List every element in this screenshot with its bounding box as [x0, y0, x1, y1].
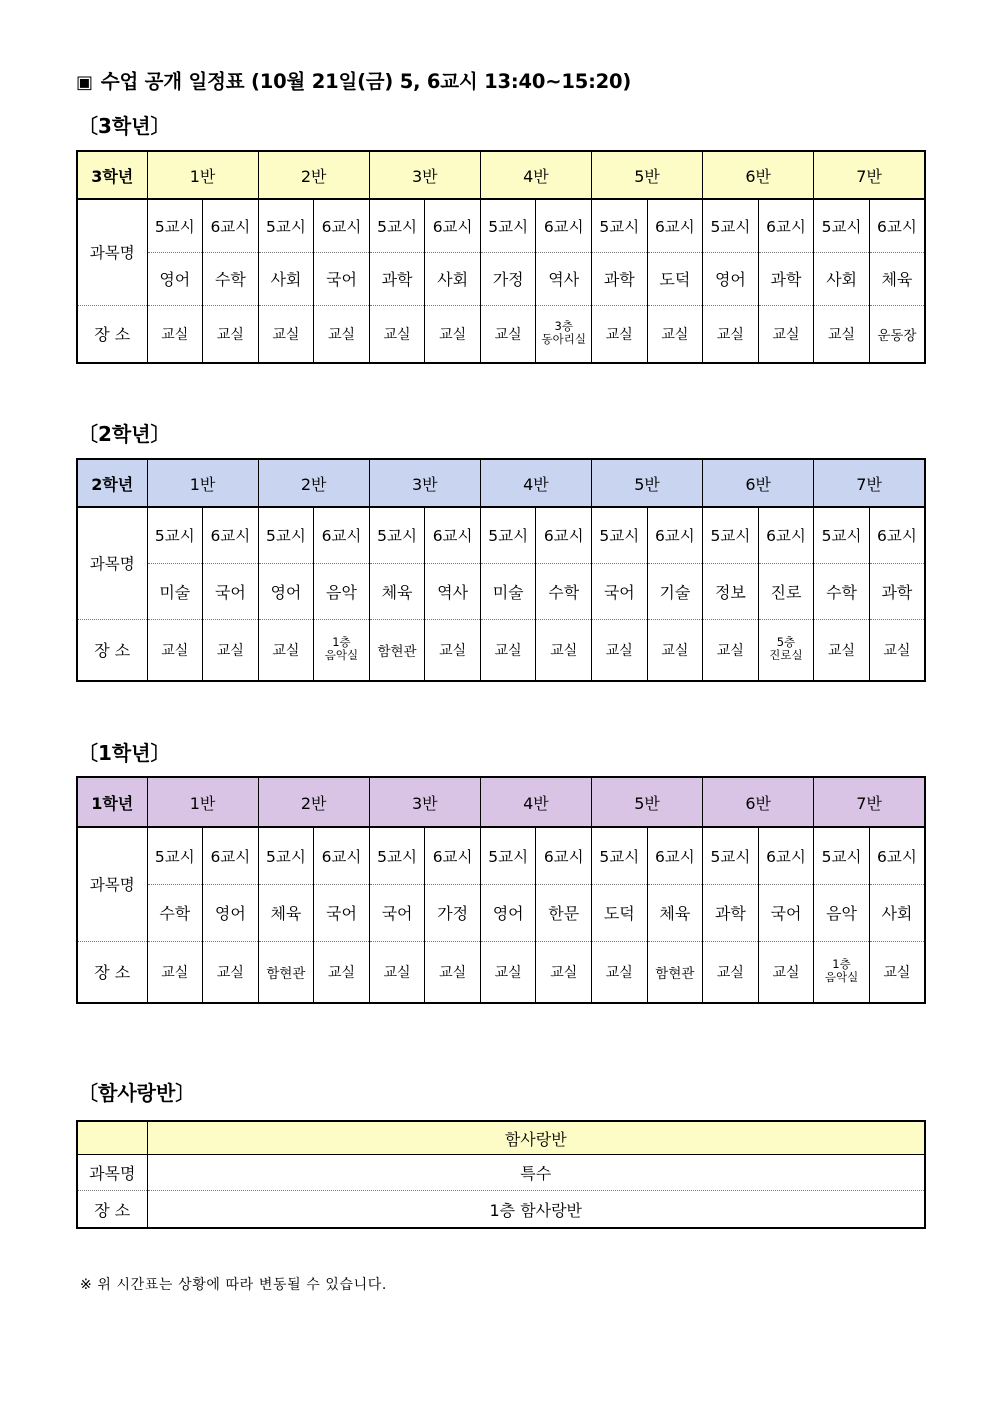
place-row-label: 장 소	[77, 305, 147, 363]
subject-cell: 영어	[480, 884, 536, 941]
period-cell: 6교시	[203, 827, 259, 884]
period-cell: 5교시	[369, 827, 425, 884]
grade-header-cell: 2학년	[77, 459, 147, 507]
place-cell: 교실	[703, 619, 759, 681]
subject-cell: 체육	[869, 252, 925, 305]
place-cell-two-line: 1층 음악실	[824, 957, 859, 985]
period-row	[77, 507, 925, 563]
place-cell: 교실	[814, 619, 870, 681]
place-cell-two-line: 3층 동아리실	[541, 319, 586, 347]
class-header-6: 6반	[703, 459, 814, 507]
place-row	[77, 941, 925, 1003]
subject-cell: 영어	[147, 252, 203, 305]
section-heading-grade1: 〔1학년〕	[78, 741, 171, 765]
period-cell: 6교시	[758, 199, 814, 252]
subject-cell: 사회	[425, 252, 481, 305]
grade-header-cell: 1학년	[77, 777, 147, 827]
place-cell: 교실	[425, 305, 481, 363]
subject-row-label: 과목명	[77, 827, 147, 941]
subject-cell: 사회	[258, 252, 314, 305]
subject-cell: 수학	[814, 563, 870, 619]
subject-row	[77, 884, 925, 941]
place-cell: 교실	[480, 619, 536, 681]
period-cell: 5교시	[147, 827, 203, 884]
class-header-row	[77, 777, 925, 827]
place-cell-two-line: 1층 음악실	[324, 635, 359, 663]
section-heading-grade2: 〔2학년〕	[78, 422, 171, 446]
period-cell: 5교시	[147, 199, 203, 252]
class-header-5: 5반	[592, 151, 703, 199]
period-cell: 5교시	[592, 827, 648, 884]
subject-cell: 국어	[369, 884, 425, 941]
subject-cell: 국어	[314, 884, 370, 941]
subject-cell: 체육	[647, 884, 703, 941]
period-cell: 5교시	[592, 507, 648, 563]
place-cell: 교실	[758, 941, 814, 1003]
place-cell: 교실	[536, 941, 592, 1003]
place-cell	[814, 941, 870, 1003]
place-cell: 교실	[869, 941, 925, 1003]
subject-cell: 사회	[814, 252, 870, 305]
place-cell: 교실	[147, 305, 203, 363]
period-cell: 5교시	[814, 507, 870, 563]
period-cell: 5교시	[480, 507, 536, 563]
subject-cell: 영어	[203, 884, 259, 941]
place-cell: 교실	[314, 941, 370, 1003]
place-cell: 교실	[814, 305, 870, 363]
period-cell: 5교시	[592, 199, 648, 252]
class-header-3: 3반	[369, 459, 480, 507]
subject-cell: 과학	[703, 884, 759, 941]
subject-cell: 한문	[536, 884, 592, 941]
place-cell: 교실	[703, 941, 759, 1003]
footnote: ※ 위 시간표는 상황에 따라 변동될 수 있습니다.	[80, 1277, 387, 1293]
period-cell: 6교시	[536, 199, 592, 252]
square-bullet-icon: ▣	[76, 72, 93, 93]
subject-row-label: 과목명	[77, 507, 147, 619]
place-cell: 교실	[647, 619, 703, 681]
subject-cell: 진로	[758, 563, 814, 619]
place-cell-two-line: 5층 진로실	[769, 635, 803, 663]
period-cell: 6교시	[314, 827, 370, 884]
period-cell: 5교시	[369, 199, 425, 252]
place-cell: 교실	[147, 619, 203, 681]
place-cell: 교실	[203, 941, 259, 1003]
subject-cell: 가정	[425, 884, 481, 941]
place-cell: 교실	[203, 305, 259, 363]
hamsarang-place-value: 1층 함사랑반	[147, 1191, 925, 1229]
hamsarang-place-label: 장 소	[77, 1191, 147, 1229]
subject-cell: 사회	[869, 884, 925, 941]
subject-row	[77, 563, 925, 619]
period-cell: 6교시	[647, 507, 703, 563]
period-cell: 5교시	[703, 827, 759, 884]
class-header-6: 6반	[703, 151, 814, 199]
place-cell: 운동장	[869, 305, 925, 363]
subject-cell: 정보	[703, 563, 759, 619]
place-cell: 교실	[258, 305, 314, 363]
place-row	[77, 305, 925, 363]
class-header-4: 4반	[480, 777, 591, 827]
place-cell: 교실	[592, 305, 648, 363]
period-cell: 6교시	[314, 199, 370, 252]
class-header-7: 7반	[814, 459, 925, 507]
hamsarang-corner-cell	[77, 1121, 147, 1155]
hamsarang-subject-value: 특수	[147, 1155, 925, 1191]
class-header-1: 1반	[147, 777, 258, 827]
class-header-1: 1반	[147, 459, 258, 507]
class-header-1: 1반	[147, 151, 258, 199]
place-cell	[314, 619, 370, 681]
period-cell: 6교시	[647, 199, 703, 252]
period-cell: 6교시	[536, 507, 592, 563]
class-header-6: 6반	[703, 777, 814, 827]
period-cell: 6교시	[758, 827, 814, 884]
grade-header-cell: 3학년	[77, 151, 147, 199]
subject-cell: 수학	[203, 252, 259, 305]
class-header-5: 5반	[592, 459, 703, 507]
place-cell: 교실	[425, 941, 481, 1003]
subject-cell: 국어	[758, 884, 814, 941]
schedule-table-grade3	[76, 150, 926, 364]
period-cell: 6교시	[203, 507, 259, 563]
class-header-row	[77, 459, 925, 507]
place-row-label: 장 소	[77, 941, 147, 1003]
subject-cell: 과학	[758, 252, 814, 305]
subject-cell: 과학	[369, 252, 425, 305]
subject-cell: 역사	[425, 563, 481, 619]
subject-cell: 도덕	[592, 884, 648, 941]
subject-cell: 음악	[814, 884, 870, 941]
period-cell: 6교시	[425, 827, 481, 884]
place-cell: 교실	[536, 619, 592, 681]
hamsarang-header-cell: 함사랑반	[147, 1121, 925, 1155]
class-header-7: 7반	[814, 151, 925, 199]
period-cell: 6교시	[425, 199, 481, 252]
place-cell: 교실	[314, 305, 370, 363]
place-cell: 교실	[703, 305, 759, 363]
hamsarang-place-row	[77, 1191, 925, 1229]
place-cell: 교실	[480, 941, 536, 1003]
page-title-text: 수업 공개 일정표 (10월 21일(금) 5, 6교시 13:40~15:20)	[100, 70, 632, 93]
place-cell: 교실	[758, 305, 814, 363]
class-header-3: 3반	[369, 777, 480, 827]
place-cell: 교실	[147, 941, 203, 1003]
place-cell: 교실	[425, 619, 481, 681]
subject-cell: 영어	[258, 563, 314, 619]
schedule-table-hamsarang	[76, 1120, 926, 1229]
period-cell: 6교시	[203, 199, 259, 252]
class-header-2: 2반	[258, 777, 369, 827]
subject-cell: 가정	[480, 252, 536, 305]
subject-cell: 음악	[314, 563, 370, 619]
subject-cell: 미술	[147, 563, 203, 619]
subject-cell: 도덕	[647, 252, 703, 305]
place-cell: 함현관	[369, 619, 425, 681]
class-header-5: 5반	[592, 777, 703, 827]
hamsarang-subject-label: 과목명	[77, 1155, 147, 1191]
place-row-label: 장 소	[77, 619, 147, 681]
period-cell: 5교시	[369, 507, 425, 563]
period-cell: 5교시	[814, 827, 870, 884]
section-heading-grade3: 〔3학년〕	[78, 114, 171, 138]
place-cell: 교실	[869, 619, 925, 681]
subject-cell: 국어	[592, 563, 648, 619]
place-cell: 교실	[480, 305, 536, 363]
class-header-3: 3반	[369, 151, 480, 199]
period-cell: 6교시	[647, 827, 703, 884]
place-cell	[536, 305, 592, 363]
subject-cell: 국어	[203, 563, 259, 619]
place-cell: 함현관	[647, 941, 703, 1003]
period-cell: 6교시	[536, 827, 592, 884]
period-cell: 5교시	[258, 507, 314, 563]
place-cell: 교실	[369, 941, 425, 1003]
hamsarang-subject-row	[77, 1155, 925, 1191]
period-cell: 6교시	[758, 507, 814, 563]
place-cell: 교실	[369, 305, 425, 363]
place-cell: 함현관	[258, 941, 314, 1003]
place-cell: 교실	[258, 619, 314, 681]
period-cell: 6교시	[869, 199, 925, 252]
period-cell: 5교시	[258, 199, 314, 252]
period-cell: 6교시	[869, 827, 925, 884]
period-cell: 5교시	[814, 199, 870, 252]
place-cell: 교실	[203, 619, 259, 681]
place-cell: 교실	[592, 941, 648, 1003]
period-cell: 5교시	[147, 507, 203, 563]
place-cell	[758, 619, 814, 681]
place-cell: 교실	[647, 305, 703, 363]
subject-cell: 과학	[869, 563, 925, 619]
subject-row-label: 과목명	[77, 199, 147, 305]
subject-cell: 체육	[369, 563, 425, 619]
page-title	[76, 66, 631, 94]
class-header-4: 4반	[480, 151, 591, 199]
subject-cell: 미술	[480, 563, 536, 619]
class-header-2: 2반	[258, 459, 369, 507]
period-cell: 5교시	[703, 507, 759, 563]
subject-cell: 역사	[536, 252, 592, 305]
subject-cell: 국어	[314, 252, 370, 305]
class-header-7: 7반	[814, 777, 925, 827]
hamsarang-header-row	[77, 1121, 925, 1155]
subject-cell: 체육	[258, 884, 314, 941]
subject-cell: 영어	[703, 252, 759, 305]
subject-cell: 수학	[147, 884, 203, 941]
period-cell: 5교시	[703, 199, 759, 252]
subject-cell: 수학	[536, 563, 592, 619]
schedule-table-grade1	[76, 776, 926, 1004]
section-heading-hamsarang: 〔함사랑반〕	[78, 1081, 196, 1105]
subject-cell: 기술	[647, 563, 703, 619]
schedule-table-grade2	[76, 458, 926, 682]
place-cell: 교실	[592, 619, 648, 681]
class-header-row	[77, 151, 925, 199]
subject-cell: 과학	[592, 252, 648, 305]
period-cell: 5교시	[480, 827, 536, 884]
period-cell: 5교시	[258, 827, 314, 884]
period-row	[77, 827, 925, 884]
period-cell: 6교시	[425, 507, 481, 563]
period-cell: 6교시	[314, 507, 370, 563]
subject-row	[77, 252, 925, 305]
period-cell: 5교시	[480, 199, 536, 252]
period-row	[77, 199, 925, 252]
period-cell: 6교시	[869, 507, 925, 563]
class-header-2: 2반	[258, 151, 369, 199]
place-row	[77, 619, 925, 681]
class-header-4: 4반	[480, 459, 591, 507]
